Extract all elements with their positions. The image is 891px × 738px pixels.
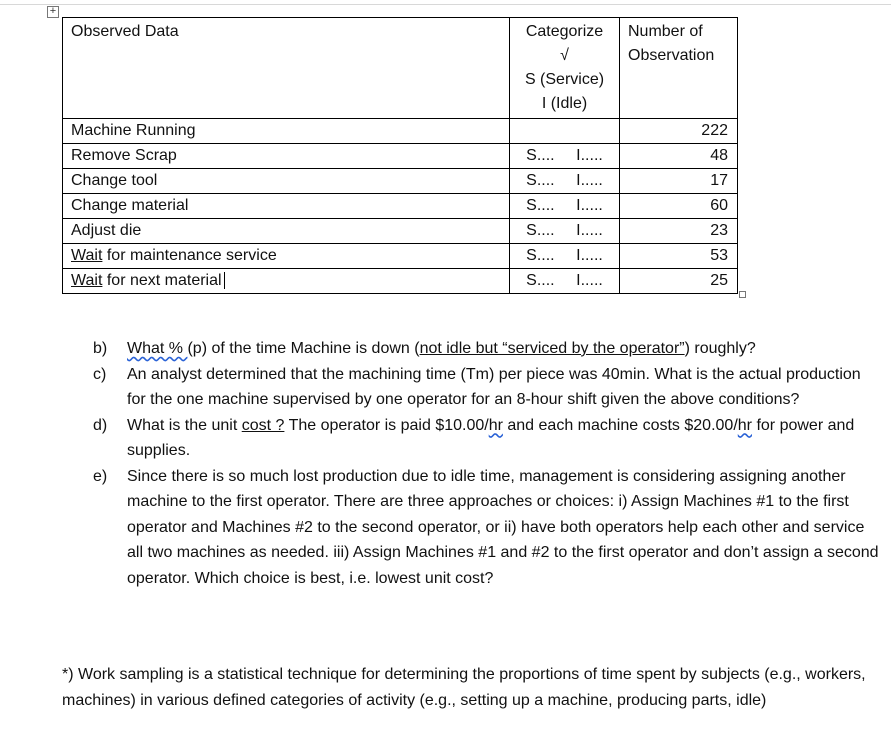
question-label: d) bbox=[93, 416, 108, 434]
row-category[interactable] bbox=[510, 144, 620, 169]
row-count: 17 bbox=[620, 169, 738, 194]
question-e bbox=[93, 464, 883, 592]
work-sampling-footnote: *) Work sampling is a statistical technique for determining the proportions of time spent by subjects (e.g., workers, machines) in various defined categories of activity (e.g., setting up a machine, producing parts, idle) bbox=[62, 666, 866, 709]
question-c bbox=[93, 362, 883, 413]
row-label: Machine Running bbox=[63, 119, 510, 144]
table-row bbox=[63, 194, 738, 219]
row-count: 48 bbox=[620, 144, 738, 169]
table-resize-handle[interactable] bbox=[739, 291, 746, 298]
question-text-part: The operator is paid $10.00/ bbox=[284, 416, 489, 434]
service-mark: S.... bbox=[526, 147, 555, 164]
question-text-part: ) roughly? bbox=[684, 340, 756, 357]
row-count: 23 bbox=[620, 219, 738, 244]
row-category[interactable] bbox=[510, 119, 620, 144]
row-label: Remove Scrap bbox=[63, 144, 510, 169]
service-mark: S.... bbox=[526, 222, 555, 239]
header-categorize-line: Categorize bbox=[525, 23, 604, 40]
row-label: Change tool bbox=[63, 169, 510, 194]
row-category[interactable] bbox=[510, 219, 620, 244]
question-label: c) bbox=[93, 365, 107, 383]
row-category[interactable] bbox=[510, 169, 620, 194]
table-row bbox=[63, 169, 738, 194]
question-list bbox=[93, 336, 883, 591]
row-count: 60 bbox=[620, 194, 738, 219]
row-label: Change material bbox=[63, 194, 510, 219]
question-label: b) bbox=[93, 340, 108, 357]
row-label bbox=[63, 244, 510, 269]
observation-table bbox=[62, 17, 738, 294]
table-row bbox=[63, 244, 738, 269]
header-number bbox=[620, 18, 738, 119]
row-category[interactable] bbox=[510, 244, 620, 269]
idle-mark: I..... bbox=[576, 172, 603, 189]
row-category[interactable] bbox=[510, 194, 620, 219]
question-text-part: (p) of the time Machine is down ( bbox=[187, 340, 420, 357]
table-header-row bbox=[63, 18, 738, 119]
underlined-phrase: not idle but “serviced by the operator” bbox=[419, 340, 685, 357]
service-mark: S.... bbox=[526, 272, 555, 289]
table-row bbox=[63, 219, 738, 244]
row-label-underlined: Wait bbox=[71, 247, 103, 264]
header-check-mark: √ bbox=[560, 47, 569, 64]
spell-flag: hr bbox=[488, 416, 503, 434]
question-label: e) bbox=[93, 467, 108, 485]
header-service: S (Service) bbox=[524, 71, 605, 88]
question-text-part: What is the unit bbox=[127, 416, 242, 434]
row-label-rest: for maintenance service bbox=[102, 247, 277, 264]
row-label-rest: for next material bbox=[102, 272, 222, 289]
header-number-line2: Observation bbox=[628, 47, 715, 64]
row-count: 25 bbox=[620, 269, 738, 294]
table-row bbox=[63, 119, 738, 144]
question-d bbox=[93, 413, 883, 464]
header-idle: I (Idle) bbox=[541, 95, 588, 112]
row-count: 53 bbox=[620, 244, 738, 269]
idle-mark: I..... bbox=[576, 147, 603, 164]
idle-mark: I..... bbox=[576, 247, 603, 264]
cost-underlined: cost ? bbox=[241, 416, 285, 434]
idle-mark: I..... bbox=[576, 222, 603, 239]
row-category[interactable] bbox=[510, 269, 620, 294]
question-text: An analyst determined that the machining time (Tm) per piece was 40min. What is the actual production for the one machine supervised by one operator for an 8-hour shift given the above conditions? bbox=[127, 365, 861, 408]
percent-phrase: What % bbox=[127, 340, 188, 357]
idle-mark: I..... bbox=[576, 272, 603, 289]
header-categorize bbox=[510, 18, 620, 119]
question-text bbox=[127, 336, 883, 362]
question-text-part: for power and supplies. bbox=[127, 416, 855, 459]
row-label bbox=[63, 269, 510, 294]
spell-flag: hr bbox=[737, 416, 752, 434]
page-top-border bbox=[0, 4, 891, 5]
table-row bbox=[63, 144, 738, 169]
table-move-handle-icon[interactable]: + bbox=[47, 6, 59, 18]
row-label-underlined: Wait bbox=[71, 272, 103, 289]
question-text: Since there is so much lost production due to idle time, management is considering assigning another machine to the first operator. There are three approaches or choices: i) Assign Machines #1 to the first operator and Machines #2 to the second operator, or ii) have both operators help each other and service all two machines as needed. iii) Assign Machines #1 and #2 to the first operator and don’t assign a second operator. Which choice is best, i.e. lowest unit cost? bbox=[127, 467, 879, 587]
question-text-part: and each machine costs $20.00/ bbox=[502, 416, 738, 434]
idle-mark: I..... bbox=[576, 197, 603, 214]
row-count: 222 bbox=[620, 119, 738, 144]
text-cursor bbox=[224, 272, 225, 289]
row-label: Adjust die bbox=[63, 219, 510, 244]
question-text bbox=[127, 413, 883, 464]
header-observed-data: Observed Data bbox=[63, 18, 510, 119]
service-mark: S.... bbox=[526, 247, 555, 264]
service-mark: S.... bbox=[526, 172, 555, 189]
service-mark: S.... bbox=[526, 197, 555, 214]
question-b bbox=[93, 336, 883, 362]
table-row bbox=[63, 269, 738, 294]
header-number-line1: Number of bbox=[628, 23, 703, 40]
